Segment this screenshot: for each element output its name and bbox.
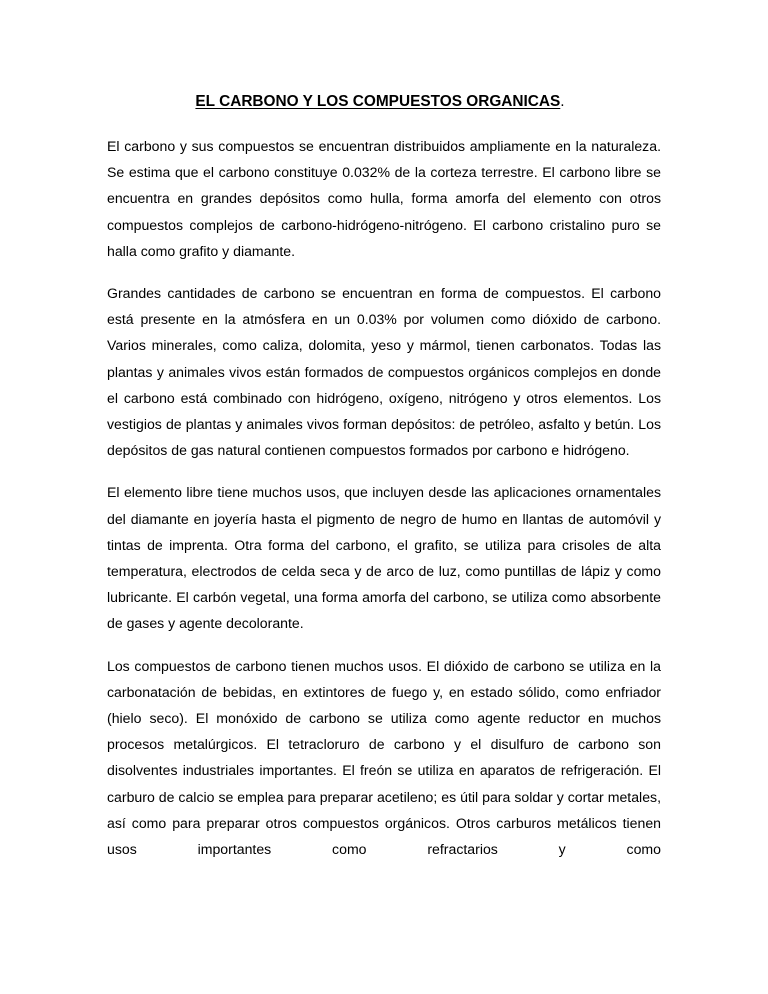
- document-page: [107, 92, 661, 862]
- title-period: .: [560, 93, 565, 110]
- paragraph-2: Grandes cantidades de carbono se encuentran en forma de compuestos. El carbono está presente en la atmósfera en un 0.03% por volumen como dióxido de carbono. Varios minerales, como caliza, dolomita, yeso y mármol, tienen carbonatos. Todas las plantas y animales vivos están formados de compuestos orgánicos complejos en donde el carbono está combinado con hidrógeno, oxígeno, nitrógeno y otros elementos. Los vestigios de plantas y animales vivos forman depósitos: de petróleo, asfalto y betún. Los depósitos de gas natural contienen compuestos formados por carbono e hidrógeno.: [107, 285, 661, 459]
- document-title: [107, 92, 661, 112]
- paragraph-4: Los compuestos de carbono tienen muchos usos. El dióxido de carbono se utiliza en la carbonatación de bebidas, en extintores de fuego y, en estado sólido, como enfriador (hielo seco). El monóxido de carbono se utiliza como agente reductor en muchos procesos metalúrgicos. El tetracloruro de carbono y el disulfuro de carbono son disolventes industriales importantes. El freón se utiliza en aparatos de refrigeración. El carburo de calcio se emplea para preparar acetileno; es útil para soldar y cortar metales, así como para preparar otros compuestos orgánicos. Otros carburos metálicos tienen usos importantes como refractarios y como: [107, 657, 661, 858]
- paragraph-3: El elemento libre tiene muchos usos, que incluyen desde las aplicaciones ornamentales del diamante en joyería hasta el pigmento de negro de humo en llantas de automóvil y tintas de imprenta. Otra forma del carbono, el grafito, se utiliza para crisoles de alta temperatura, electrodos de celda seca y de arco de luz, como puntillas de lápiz y como lubricante. El carbón vegetal, una forma amorfa del carbono, se utiliza como absorbente de gases y agente decolorante.: [107, 484, 661, 632]
- title-text: EL CARBONO Y LOS COMPUESTOS ORGANICAS: [195, 93, 561, 110]
- paragraph-1: El carbono y sus compuestos se encuentran distribuidos ampliamente en la naturaleza. Se estima que el carbono constituye 0.032% de la corteza terrestre. El carbono libre se encuentra en grandes depósitos como hulla, forma amorfa del elemento con otros compuestos complejos de carbono-hidrógeno-nitrógeno. El carbono cristalino puro se halla como grafito y diamante.: [107, 138, 661, 259]
